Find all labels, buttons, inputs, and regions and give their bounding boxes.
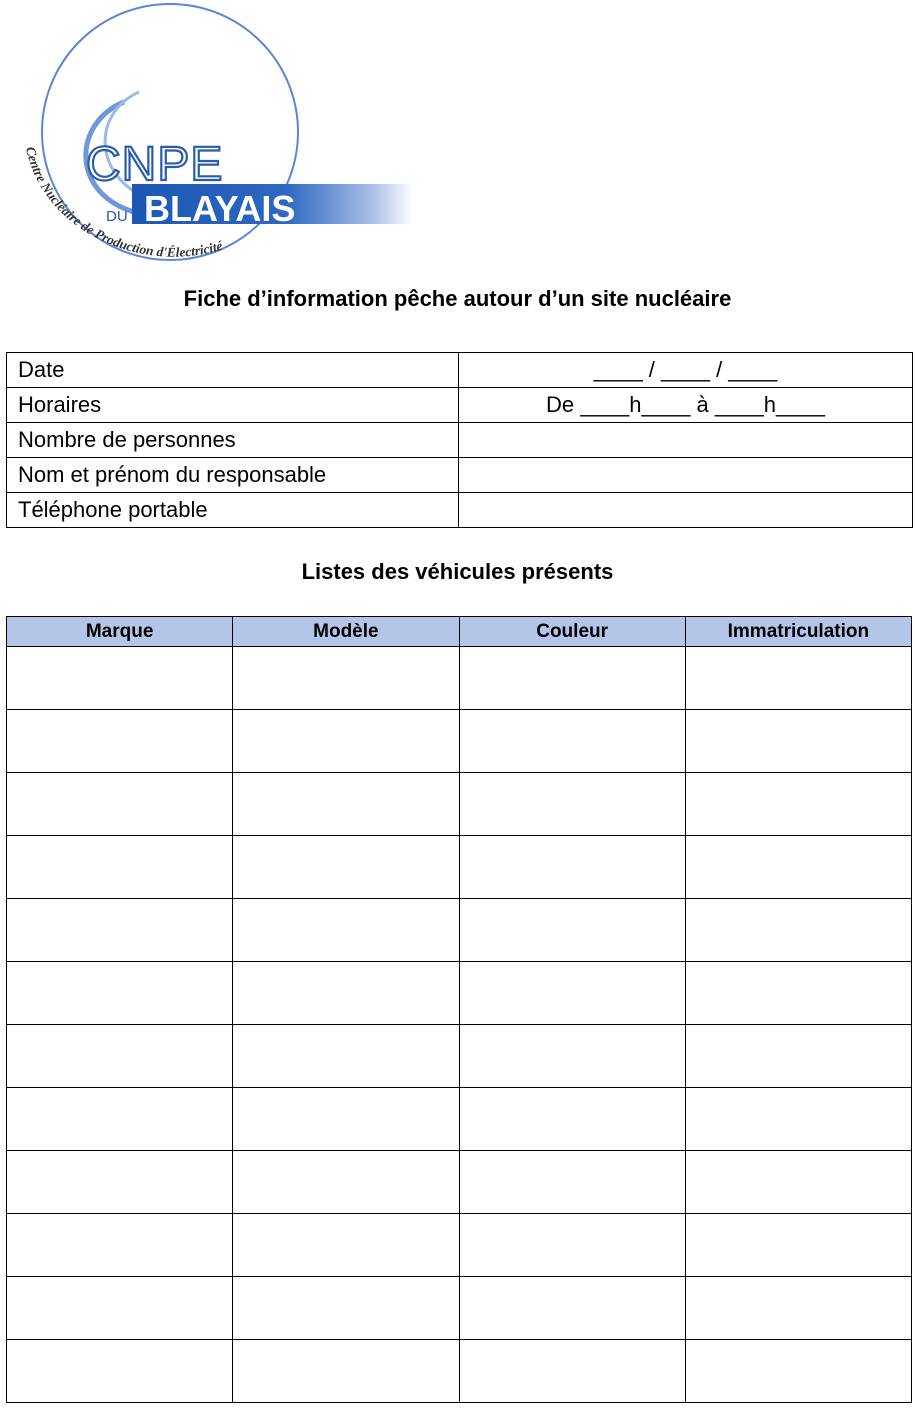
- cell-marque[interactable]: [7, 836, 233, 899]
- table-row: [7, 836, 912, 899]
- cell-couleur[interactable]: [459, 647, 685, 710]
- cell-modele[interactable]: [233, 899, 459, 962]
- cell-modele[interactable]: [233, 1088, 459, 1151]
- vehicles-title: Listes des véhicules présents: [301, 559, 614, 584]
- cell-couleur[interactable]: [459, 899, 685, 962]
- cell-couleur[interactable]: [459, 1214, 685, 1277]
- vehicles-table-body: [7, 647, 912, 1403]
- table-row: [7, 647, 912, 710]
- cell-immatriculation[interactable]: [685, 1277, 911, 1340]
- cell-marque[interactable]: [7, 1277, 233, 1340]
- cell-modele[interactable]: [233, 1277, 459, 1340]
- cell-marque[interactable]: [7, 899, 233, 962]
- cell-immatriculation[interactable]: [685, 773, 911, 836]
- cell-marque[interactable]: [7, 710, 233, 773]
- cell-immatriculation[interactable]: [685, 962, 911, 1025]
- logo-arc-text: Centre Nucléaire de Production d'Électricité: [22, 145, 225, 260]
- cell-modele[interactable]: [233, 1214, 459, 1277]
- cell-modele[interactable]: [233, 1151, 459, 1214]
- logo-du-text: DU: [106, 208, 128, 225]
- table-row: [7, 962, 912, 1025]
- cell-marque[interactable]: [7, 1340, 233, 1403]
- cell-couleur[interactable]: [459, 1025, 685, 1088]
- date-field[interactable]: ____ / ____ / ____: [459, 353, 913, 388]
- cell-immatriculation[interactable]: [685, 1214, 911, 1277]
- table-row: [7, 899, 912, 962]
- cell-modele[interactable]: [233, 962, 459, 1025]
- info-label: Date: [7, 353, 459, 388]
- cell-marque[interactable]: [7, 1214, 233, 1277]
- cell-marque[interactable]: [7, 647, 233, 710]
- cell-marque[interactable]: [7, 1088, 233, 1151]
- info-label: Téléphone portable: [7, 493, 459, 528]
- cell-immatriculation[interactable]: [685, 710, 911, 773]
- table-row: [7, 773, 912, 836]
- cell-couleur[interactable]: [459, 1088, 685, 1151]
- info-label: Horaires: [7, 388, 459, 423]
- info-label: Nom et prénom du responsable: [7, 458, 459, 493]
- info-table: [6, 352, 913, 528]
- cnpe-blayais-logo: [14, 2, 414, 282]
- cell-modele[interactable]: [233, 773, 459, 836]
- cell-immatriculation[interactable]: [685, 1025, 911, 1088]
- info-row-responsable: [7, 458, 913, 493]
- cell-marque[interactable]: [7, 1151, 233, 1214]
- logo-cnpe-text: CNPE: [86, 138, 224, 191]
- cell-modele[interactable]: [233, 710, 459, 773]
- column-header-couleur: Couleur: [459, 617, 685, 647]
- vehicles-header-row: [7, 617, 912, 647]
- responsable-field[interactable]: [459, 458, 913, 493]
- cell-modele[interactable]: [233, 1340, 459, 1403]
- cell-immatriculation[interactable]: [685, 647, 911, 710]
- cell-marque[interactable]: [7, 773, 233, 836]
- page-title: Fiche d’information pêche autour d’un site nucléaire: [183, 286, 732, 311]
- cell-couleur[interactable]: [459, 1340, 685, 1403]
- info-row-horaires: [7, 388, 913, 423]
- info-label: Nombre de personnes: [7, 423, 459, 458]
- horaires-field[interactable]: De ____h____ à ____h____: [459, 388, 913, 423]
- cell-immatriculation[interactable]: [685, 1088, 911, 1151]
- nombre-personnes-field[interactable]: [459, 423, 913, 458]
- cell-marque[interactable]: [7, 1025, 233, 1088]
- table-row: [7, 1340, 912, 1403]
- cell-couleur[interactable]: [459, 962, 685, 1025]
- logo-blayais-text: BLAYAIS: [144, 188, 296, 229]
- cell-couleur[interactable]: [459, 1151, 685, 1214]
- info-row-telephone: [7, 493, 913, 528]
- cell-couleur[interactable]: [459, 773, 685, 836]
- cell-immatriculation[interactable]: [685, 1151, 911, 1214]
- cell-modele[interactable]: [233, 836, 459, 899]
- cell-modele[interactable]: [233, 1025, 459, 1088]
- column-header-modele: Modèle: [233, 617, 459, 647]
- table-row: [7, 1151, 912, 1214]
- cell-modele[interactable]: [233, 647, 459, 710]
- vehicles-table: [6, 616, 912, 1403]
- info-row-date: [7, 353, 913, 388]
- cell-marque[interactable]: [7, 962, 233, 1025]
- table-row: [7, 710, 912, 773]
- table-row: [7, 1088, 912, 1151]
- cell-immatriculation[interactable]: [685, 836, 911, 899]
- table-row: [7, 1214, 912, 1277]
- cell-immatriculation[interactable]: [685, 1340, 911, 1403]
- cell-couleur[interactable]: [459, 836, 685, 899]
- cell-couleur[interactable]: [459, 710, 685, 773]
- column-header-marque: Marque: [7, 617, 233, 647]
- telephone-field[interactable]: [459, 493, 913, 528]
- table-row: [7, 1277, 912, 1340]
- table-row: [7, 1025, 912, 1088]
- cell-immatriculation[interactable]: [685, 899, 911, 962]
- column-header-immatriculation: Immatriculation: [685, 617, 911, 647]
- cell-couleur[interactable]: [459, 1277, 685, 1340]
- info-row-nombre-personnes: [7, 423, 913, 458]
